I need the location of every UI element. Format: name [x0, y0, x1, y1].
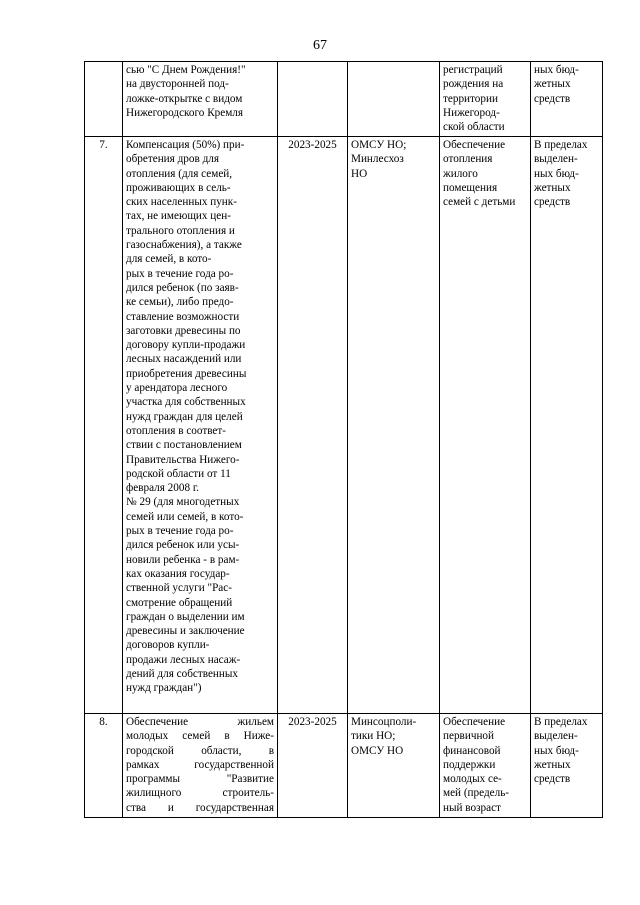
measure-description-cell: сью "С Днем Рождения!" на двусторонней под- ложке-открытке с видом Нижегородского Кремля: [123, 62, 278, 137]
row-number-cell: 7.: [85, 137, 123, 714]
funding-cell: ных бюд- жетных средств: [531, 62, 603, 137]
period-cell: [278, 62, 348, 137]
result-cell: Обеспечение первичной финансовой поддержки молодых се- мей (предель- ный возраст: [440, 714, 531, 818]
measure-description-cell: Компенсация (50%) при- обретения дров для отопления (для семей, проживающих в сель- ских населенных пунк- тах, не имеющих цен- трального отопления и газоснабжения), а также для семей, в кото- рых в течение года ро- дился ребенок (по заяв- ке семьи), либо предо- ставление возможности заготовки древесины по договору купли-продажи лесных насаждений или приобретения древесины у арендатора лесного участка для собственных нужд граждан для целей отопления в соответ- ствии с постановлением Правительства Нижего- родской области от 11 февраля 2008 г. № 29 (для многодетных семей или семей, в кото- рых в течение года ро- дился ребенок или усы- новили ребенка - в рам- ках оказания государ- ственной услуги "Рас- смотрение обращений граждан о выделении им древесины и заключение договоров купли- продажи лесных насаж- дений для собственных нужд граждан"): [123, 137, 278, 714]
funding-cell: В пределах выделен- ных бюд- жетных средств: [531, 714, 603, 818]
executor-cell: ОМСУ НО; Минлесхоз НО: [348, 137, 440, 714]
table-row: [85, 137, 603, 714]
executor-cell: [348, 62, 440, 137]
row-number-cell: [85, 62, 123, 137]
funding-cell: В пределах выделен- ных бюд- жетных средств: [531, 137, 603, 714]
table-row: [85, 62, 603, 137]
period-cell: 2023-2025: [278, 714, 348, 818]
page-number: 67: [313, 38, 327, 53]
period-cell: 2023-2025: [278, 137, 348, 714]
result-cell: регистраций рождения на территории Нижегород- ской области: [440, 62, 531, 137]
table-row: [85, 714, 603, 818]
result-cell: Обеспечение отопления жилого помещения семей с детьми: [440, 137, 531, 714]
measures-table: [84, 61, 603, 818]
executor-cell: Минсоцполи- тики НО; ОМСУ НО: [348, 714, 440, 818]
measure-description-cell: Обеспечение жильем молодых семей в Ниже- городской области, в рамках государственной программы "Развитие жилищного строитель- ства и государственная: [123, 714, 278, 818]
row-number-cell: 8.: [85, 714, 123, 818]
